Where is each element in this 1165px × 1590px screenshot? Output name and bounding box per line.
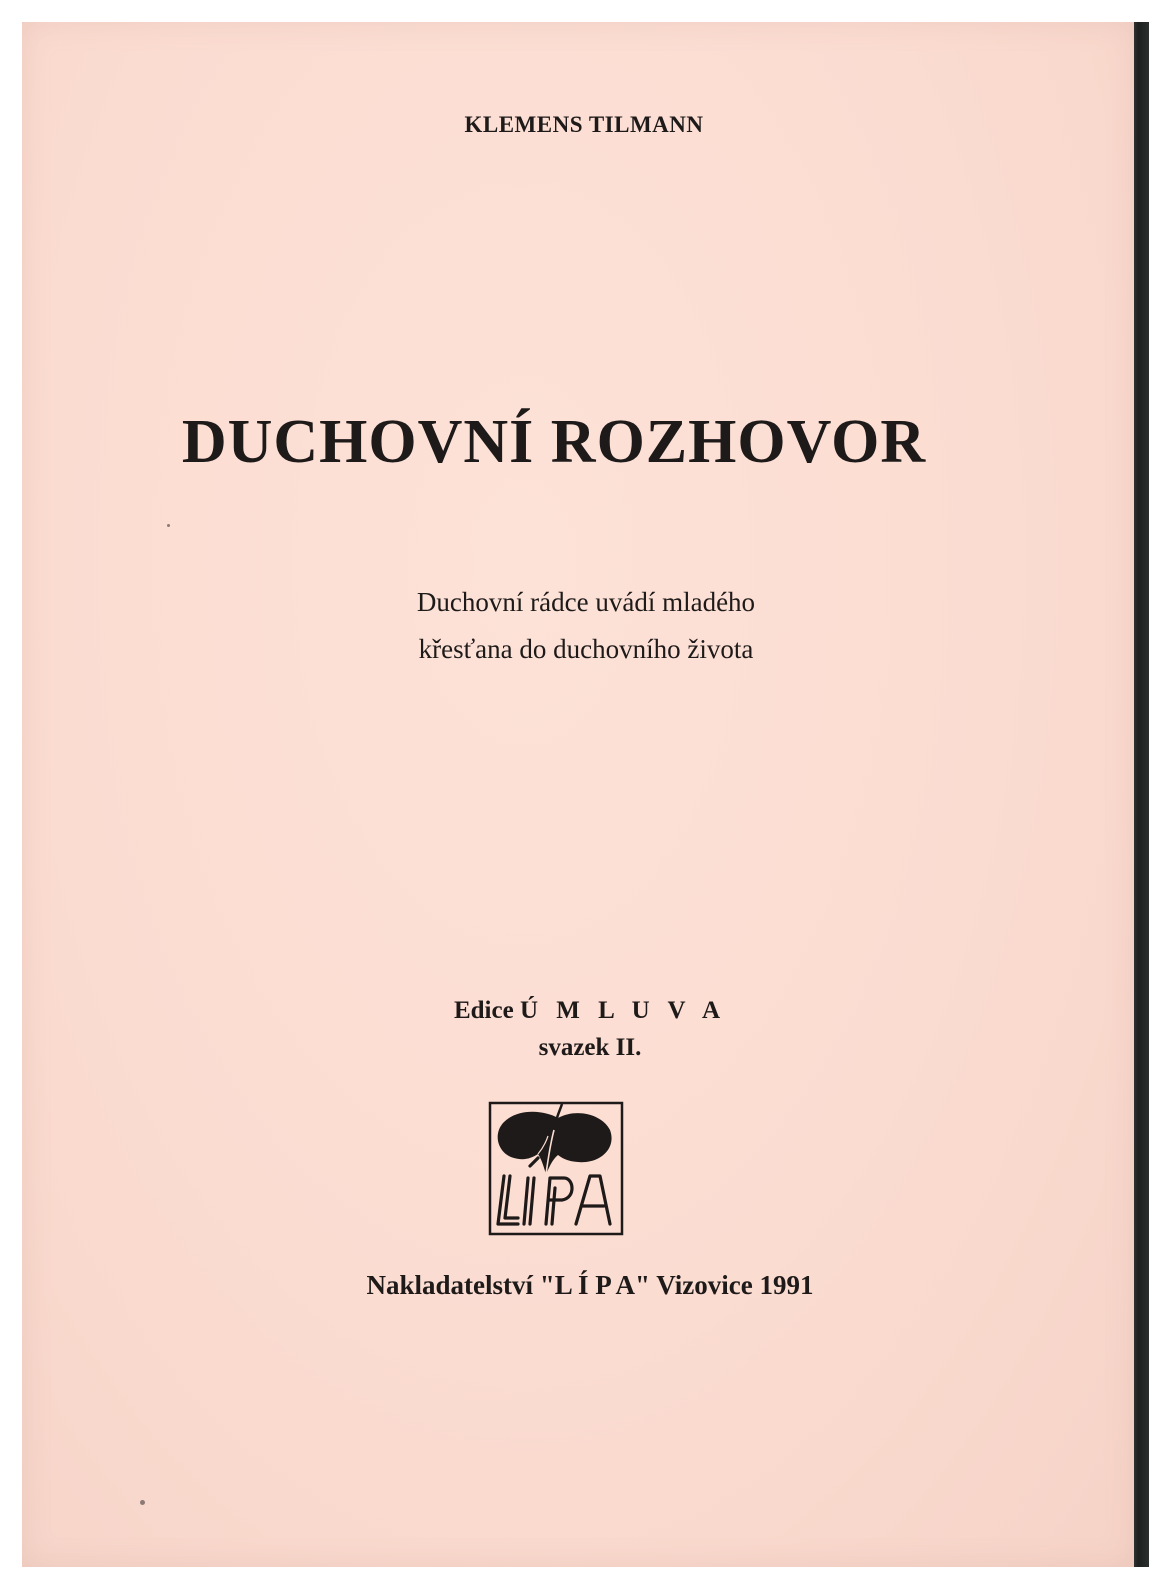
edition-line (34, 997, 1146, 1025)
paper-speck (140, 1500, 145, 1505)
book-title: DUCHOVNÍ ROZHOVOR (181, 408, 927, 476)
subtitle-line-2: křesťana do duchovního života (418, 634, 754, 664)
subtitle-line-1: Duchovní rádce uvádí mladého (416, 587, 756, 617)
edition-name: Ú M L U V A (519, 997, 727, 1024)
edition-prefix: Edice (453, 997, 514, 1024)
lipa-leaf-logo (488, 1100, 624, 1236)
volume-label: svazek II. (538, 1034, 642, 1061)
publisher-line: Nakladatelství "L Í P A" Vizovice 1991 (366, 1270, 814, 1300)
author-name: KLEMENS TILMANN (464, 112, 704, 137)
cover-page (22, 22, 1134, 1567)
paper-speck (167, 524, 170, 527)
